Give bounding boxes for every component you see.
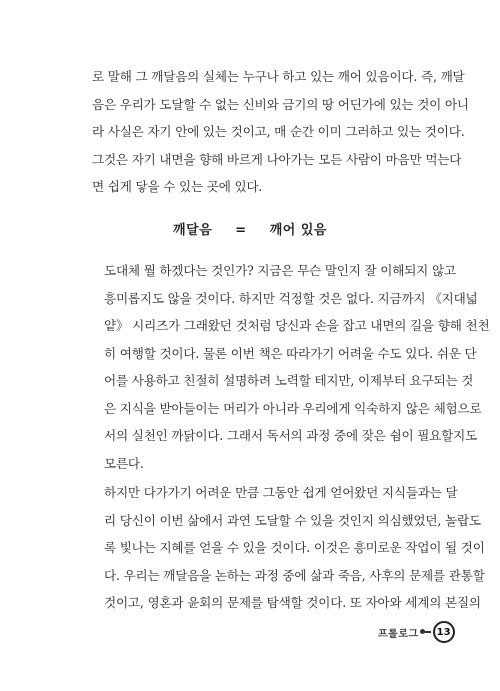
text-line: 은 지식을 받아들이는 머리가 아니라 우리에게 익숙하지 않은 체험으로 [104,400,482,416]
text-line: 하지만 다가가기 어려운 만큼 그동안 쉽게 얻어왔던 지식들과는 달 [104,485,458,500]
section-label: 프롤로그 [378,628,419,640]
text-line: 그것은 자기 내면을 향해 바르게 나아가는 모든 사람이 마음만 먹는다 [92,151,462,167]
page-footer [378,620,455,644]
text-line: 다. 우리는 깨달음을 논하는 과정 중에 삶과 죽음, 사후의 문제를 관통할 [104,567,485,583]
paragraph-2 [92,257,490,477]
text-line: 면 쉽게 닿을 수 있는 곳에 있다. [92,179,263,194]
text-line: 록 빛나는 지혜를 얻을 수 있을 것이다. 이것은 흥미로운 작업이 될 것이 [104,540,485,555]
text-line: 서의 실천인 까닭이다. 그래서 독서의 과정 중에 잦은 쉼이 필요할지도 [104,428,478,443]
text-line: 도대체 뭘 하겠다는 것인가? 지금은 무슨 말인지 잘 이해되지 않고 [104,263,456,278]
text-line: 흥미롭지도 않을 것이다. 하지만 걱정할 것은 없다. 지금까지 《지대넓 [104,290,478,306]
text-line: 모른다. [104,455,144,471]
equation-operator: = [235,223,247,238]
equation-heading [0,219,500,238]
text-line: 로 말해 그 깨달음의 실체는 누구나 하고 있는 깨어 있음이다. 즉, 깨달 [92,69,465,84]
text-line: 라 사실은 자기 안에 있는 것이고, 매 순간 이미 그러하고 있는 것이다. [92,124,465,139]
equation-right: 깨어 있음 [269,223,327,238]
text-line: 어를 사용하고 친절히 설명하려 노력할 테지만, 이제부터 요구되는 것 [104,373,474,388]
equation-left: 깨달음 [173,223,213,238]
text-line: 음은 우리가 도달할 수 없는 신비와 금기의 땅 어딘가에 있는 것이 아니 [92,96,469,112]
page-number-badge [433,621,455,643]
paragraph-3 [92,479,485,617]
text-line: 얕》 시리즈가 그래왔던 것처럼 당신과 손을 잡고 내면의 길을 향해 천천 [104,318,490,333]
paragraph-1 [92,63,469,201]
text-line: 히 여행할 것이다. 물론 이번 책은 따라가기 어려울 수도 있다. 쉬운 단 [104,345,477,361]
connector-dot-icon [423,631,431,633]
page-number: 13 [436,626,451,638]
text-line: 것이고, 영혼과 윤회의 문제를 탐색할 것이다. 또 자아와 세계의 본질의 [104,595,481,610]
text-line: 리 당신이 이번 삶에서 과연 도달할 수 있을 것인지 의심했었던, 놀랍도 [104,512,481,528]
